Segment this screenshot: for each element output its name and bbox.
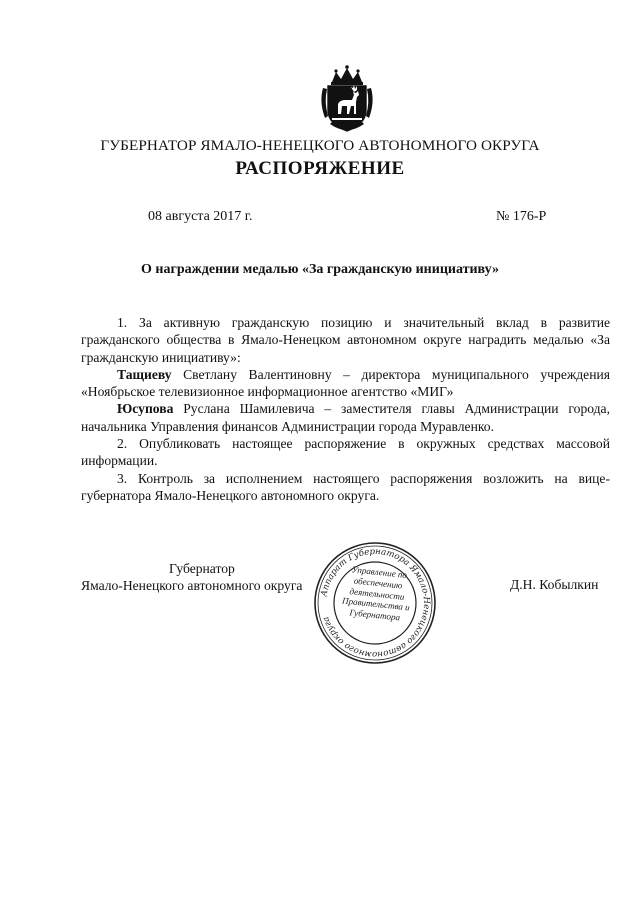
- awardee-1-surname: Тащиеву: [117, 366, 172, 382]
- signatory-position-line-1: Губернатор: [169, 561, 235, 576]
- awardee-2-surname: Юсупова: [117, 401, 174, 417]
- document-number: № 176-Р: [496, 209, 547, 224]
- awardee-1-details: Светлану Валентиновну – директора муниципального учреждения «Ноябрьское телевизионное информационное агентство «МИГ»: [81, 366, 610, 400]
- paragraph-2: 2. Опубликовать настоящее распоряжение в окружных средствах массовой информации.: [81, 436, 610, 469]
- awardee-2: [81, 400, 610, 435]
- seal-ring-text: Аппарат Губернатора Ямало-Ненецкого автономного округа: [319, 546, 432, 660]
- signatory-name: Д.Н. Кобылкин: [510, 577, 599, 592]
- awardee-2-details: Руслана Шамилевича – заместителя главы Администрации города, начальника Управления финансов Администрации города Муравленко.: [81, 401, 610, 434]
- document-type: РАСПОРЯЖЕНИЕ: [235, 158, 405, 179]
- org-title: ГУБЕРНАТОР ЯМАЛО-НЕНЕЦКОГО АВТОНОМНОГО ОКРУГА: [100, 137, 540, 154]
- paragraph-1: 1. За активную гражданскую позицию и значительный вклад в развитие гражданского общества в Ямало-Ненецком автономном округе наградить медалью «За гражданскую инициативу»:: [81, 315, 610, 365]
- awardee-1: [81, 366, 610, 401]
- seal-inner-text: Управление по обеспечению деятельности Правительства и Губернатора: [341, 564, 411, 623]
- document-subject: О награждении медалью «За гражданскую инициативу»: [141, 262, 499, 277]
- paragraph-3: 3. Контроль за исполнением настоящего распоряжения возложить на вице-губернатора Ямало-Ненецкого автономного округа.: [81, 470, 610, 503]
- signatory-position-line-2: Ямало-Ненецкого автономного округа: [81, 578, 303, 594]
- document-date: 08 августа 2017 г.: [148, 209, 253, 224]
- signatory-position: [81, 560, 331, 595]
- document-body: [81, 314, 610, 504]
- coat-of-arms-icon: [318, 62, 376, 134]
